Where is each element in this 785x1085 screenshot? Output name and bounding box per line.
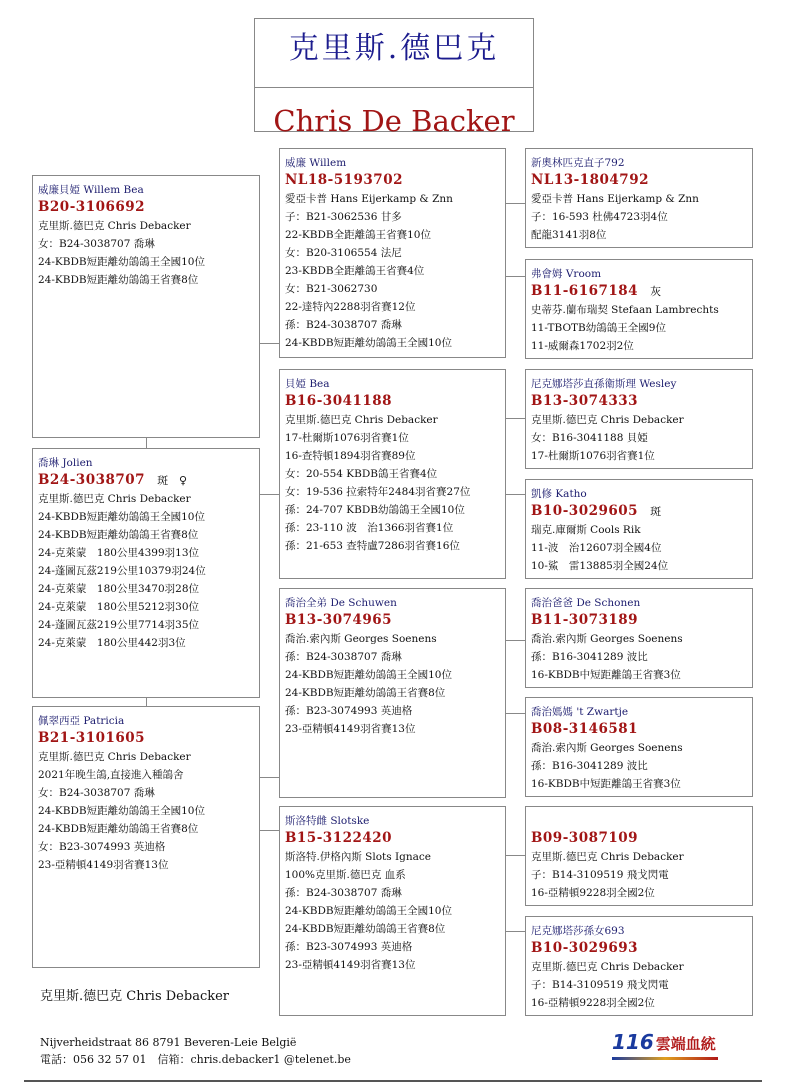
bird-detail: 24-KBDB短距離幼鴿鴿王全國10位 <box>38 805 205 817</box>
pedigree-card-grandparent[interactable] <box>279 588 506 798</box>
bird-detail: 子：16-593 杜佛4723羽4位 <box>531 211 668 223</box>
bird-detail: 克里斯.德巴克 Chris Debacker <box>531 961 684 973</box>
ring-number: B10-3029693 <box>531 940 639 956</box>
bird-detail: 瑞克.庫爾斯 Cools Rik <box>531 524 641 536</box>
bird-detail: 24-KBDB短距離幼鴿鴿王全國10位 <box>285 337 452 349</box>
bird-detail: 女：B24-3038707 喬琳 <box>38 787 155 799</box>
bird-name: 新奧林匹克直子792 <box>531 157 625 169</box>
bird-detail: 24-KBDB短距離幼鴿鴿王省賽8位 <box>38 823 199 835</box>
pedigree-card-subject[interactable] <box>32 448 260 698</box>
bird-detail: 孫：B24-3038707 喬琳 <box>285 319 402 331</box>
bird-detail: 24-蓬圖瓦茲219公里10379羽24位 <box>38 565 206 577</box>
bird-detail: 女：B20-3106554 法尼 <box>285 247 402 259</box>
pedigree-card-parent[interactable] <box>32 706 260 968</box>
bird-detail: 17-杜爾斯1076羽省賽1位 <box>531 450 655 462</box>
bird-detail: 女：B16-3041188 貝婭 <box>531 432 648 444</box>
pedigree-card-grandparent[interactable] <box>279 806 506 1016</box>
connector <box>505 276 525 277</box>
bird-detail: 24-克萊蒙 180公里442羽3位 <box>38 637 186 649</box>
bird-name: 凱修 Katho <box>531 488 587 500</box>
bird-detail: 16-查特頓1894羽省賽89位 <box>285 450 416 462</box>
connector <box>505 494 525 495</box>
ring-number: B13-3074965 <box>285 612 393 628</box>
bird-detail: 子：B21-3062536 甘多 <box>285 211 402 223</box>
bird-detail: 孫：21-653 查特盧7286羽省賽16位 <box>285 540 460 552</box>
bird-name: 威廉 Willem <box>285 157 347 169</box>
connector <box>259 777 279 778</box>
bird-detail: 孫：B23-3074993 英迪格 <box>285 941 413 953</box>
color-label: 斑 <box>650 505 662 518</box>
bird-detail: 克里斯.德巴克 Chris Debacker <box>38 493 191 505</box>
connector <box>259 494 279 495</box>
bird-detail: 24-KBDB短距離幼鴿鴿王省賽8位 <box>38 274 199 286</box>
bird-detail: 24-KBDB短距離幼鴿鴿王全國10位 <box>285 905 452 917</box>
ring-number: B13-3074333 <box>531 393 639 409</box>
bird-detail: 16-亞精頓9228羽全國2位 <box>531 887 655 899</box>
bird-detail: 16-亞精頓9228羽全國2位 <box>531 997 655 1009</box>
logo-underline <box>612 1057 718 1060</box>
bird-name: 威廉貝婭 Willem Bea <box>38 184 144 196</box>
bird-detail: 愛亞卡普 Hans Eijerkamp & Znn <box>285 193 453 205</box>
ring-number: B09-3087109 <box>531 830 639 846</box>
ring-number: B21-3101605 <box>38 730 146 746</box>
bird-name: 喬琳 Jolien <box>38 457 93 469</box>
bird-detail: 克里斯.德巴克 Chris Debacker <box>38 751 191 763</box>
connector <box>505 203 525 204</box>
bird-detail: 24-KBDB短距離幼鴿鴿王全國10位 <box>38 256 205 268</box>
connector <box>505 855 525 856</box>
bird-detail: 24-KBDB短距離幼鴿鴿王省賽8位 <box>285 923 446 935</box>
ring-number: NL18-5193702 <box>285 172 403 188</box>
pedigree-card-great-grandparent[interactable] <box>525 259 753 359</box>
bird-detail: 配龍3141羽8位 <box>531 229 607 241</box>
title-box <box>254 18 534 138</box>
bird-detail: 22-KBDB全距離鴿王省賽10位 <box>285 229 431 241</box>
bird-detail: 喬治.索內斯 Georges Soenens <box>285 633 437 645</box>
ring-number: B11-6167184 灰 <box>531 283 662 299</box>
connector <box>505 931 525 932</box>
bird-detail: 女：19-536 拉索特年2484羽省賽27位 <box>285 486 471 498</box>
pedigree-card-parent[interactable] <box>32 175 260 438</box>
logo-text: 雲端血統 <box>655 1035 716 1053</box>
pedigree-logo <box>612 1030 716 1054</box>
bird-name: 喬治媽媽 't Zwartje <box>531 706 629 718</box>
bird-detail: 孫：24-707 KBDB幼鴿鴿王全國10位 <box>285 504 465 516</box>
color-sex: 斑 ♀ <box>157 474 188 487</box>
ring-number: B20-3106692 <box>38 199 146 215</box>
bird-detail: 24-克萊蒙 180公里3470羽28位 <box>38 583 200 595</box>
ring-number: B11-3073189 <box>531 612 639 628</box>
bird-detail: 100%克里斯.德巴克 血系 <box>285 869 406 881</box>
bird-detail: 女：20-554 KBDB鴿王省賽4位 <box>285 468 438 480</box>
color-label: 灰 <box>650 285 662 298</box>
ring-number: NL13-1804792 <box>531 172 649 188</box>
bird-detail: 史蒂芬.蘭布瑞契 Stefaan Lambrechts <box>531 304 719 316</box>
bird-name: 弗會姆 Vroom <box>531 268 602 280</box>
breeder-address: Nijverheidstraat 86 8791 Beveren-Leie België <box>40 1036 297 1049</box>
logo-number: 116 <box>612 1030 654 1054</box>
bird-detail: 24-蓬圖瓦茲219公里7714羽35位 <box>38 619 200 631</box>
bird-detail: 孫：B16-3041289 波比 <box>531 760 648 772</box>
bird-detail: 24-KBDB短距離幼鴿鴿王全國10位 <box>285 669 452 681</box>
title-divider <box>255 87 533 88</box>
bird-detail: 女：B23-3074993 英迪格 <box>38 841 166 853</box>
bird-detail: 喬治.索內斯 Georges Soenens <box>531 633 683 645</box>
bird-name: 喬治爸爸 De Schonen <box>531 597 641 609</box>
bird-detail: 11-波 治12607羽全國4位 <box>531 542 662 554</box>
pedigree-card-great-grandparent[interactable] <box>525 806 753 906</box>
bird-detail: 斯洛特.伊格內斯 Slots Ignace <box>285 851 431 863</box>
bird-detail: 23-亞精頓4149羽省賽13位 <box>38 859 169 871</box>
bird-detail: 10-鯊 雷13885羽全國24位 <box>531 560 669 572</box>
bird-detail: 23-KBDB全距離鴿王省賽4位 <box>285 265 425 277</box>
bird-detail: 克里斯.德巴克 Chris Debacker <box>531 414 684 426</box>
ring-number: B10-3029605 斑 <box>531 503 662 519</box>
bird-detail: 孫：B24-3038707 喬琳 <box>285 651 402 663</box>
bird-name: 佩翠西亞 Patricia <box>38 715 125 727</box>
bird-detail: 克里斯.德巴克 Chris Debacker <box>285 414 438 426</box>
bird-detail: 愛亞卡普 Hans Eijerkamp & Znn <box>531 193 699 205</box>
bird-name: 斯洛特雌 Slotske <box>285 815 370 827</box>
bird-detail: 23-亞精頓4149羽省賽13位 <box>285 723 416 735</box>
bird-detail: 孫：B16-3041289 波比 <box>531 651 648 663</box>
breeder-contact[interactable]: 電話：056 32 57 01 信箱：chris.debacker1 @telenet.be <box>40 1053 351 1066</box>
bird-name: 喬治全弟 De Schuwen <box>285 597 397 609</box>
bird-detail: 22-達特內2288羽省賽12位 <box>285 301 416 313</box>
bird-detail: 24-克萊蒙 180公里5212羽30位 <box>38 601 200 613</box>
bird-detail: 24-KBDB短距離幼鴿鴿王全國10位 <box>38 511 205 523</box>
bird-detail: 16-KBDB中短距離鴿王省賽3位 <box>531 778 681 790</box>
bird-detail: 11-TBOTB幼鴿鴿王全國9位 <box>531 322 666 334</box>
bird-detail: 24-克萊蒙 180公里4399羽13位 <box>38 547 200 559</box>
pedigree-card-great-grandparent[interactable] <box>525 916 753 1016</box>
pedigree-card-great-grandparent[interactable] <box>525 588 753 688</box>
bird-detail: 孫：23-110 波 治1366羽省賽1位 <box>285 522 454 534</box>
ring-number: B24-3038707 斑 ♀ <box>38 472 188 488</box>
pedigree-card-great-grandparent[interactable] <box>525 479 753 579</box>
ring-number: B15-3122420 <box>285 830 393 846</box>
bird-detail: 孫：B24-3038707 喬琳 <box>285 887 402 899</box>
pedigree-card-great-grandparent[interactable] <box>525 697 753 797</box>
bird-detail: 喬治.索內斯 Georges Soenens <box>531 742 683 754</box>
bottom-divider <box>24 1080 762 1082</box>
bird-detail: 23-亞精頓4149羽省賽13位 <box>285 959 416 971</box>
bird-detail: 女：B21-3062730 <box>285 283 378 295</box>
connector <box>259 343 279 344</box>
bird-name: 貝婭 Bea <box>285 378 330 390</box>
connector <box>505 418 525 419</box>
connector <box>505 640 525 641</box>
bird-detail: 17-杜爾斯1076羽省賽1位 <box>285 432 409 444</box>
bird-detail: 子：B14-3109519 飛戈閃電 <box>531 869 669 881</box>
bird-detail: 孫：B23-3074993 英迪格 <box>285 705 413 717</box>
title-chinese: 克里斯.德巴克 <box>288 31 500 66</box>
pedigree-card-grandparent[interactable] <box>279 369 506 579</box>
bird-detail: 女：B24-3038707 喬琳 <box>38 238 155 250</box>
bird-detail: 24-KBDB短距離幼鴿鴿王省賽8位 <box>38 529 199 541</box>
ring-number: B08-3146581 <box>531 721 639 737</box>
bird-detail: 克里斯.德巴克 Chris Debacker <box>38 220 191 232</box>
connector <box>505 713 525 714</box>
bird-detail: 16-KBDB中短距離鴿王省賽3位 <box>531 669 681 681</box>
pedigree-card-great-grandparent[interactable] <box>525 148 753 248</box>
bird-detail: 24-KBDB短距離幼鴿鴿王省賽8位 <box>285 687 446 699</box>
bird-name: 尼克娜塔莎孫女693 <box>531 925 625 937</box>
pedigree-card-grandparent[interactable] <box>279 148 506 358</box>
bird-name: 尼克娜塔莎直孫衛斯理 Wesley <box>531 378 677 390</box>
bird-detail: 11-威爾森1702羽2位 <box>531 340 634 352</box>
bird-detail: 克里斯.德巴克 Chris Debacker <box>531 851 684 863</box>
bird-detail: 2021年晚生鴿,直接進入種鴿舍 <box>38 769 184 781</box>
bird-detail: 子：B14-3109519 飛戈閃電 <box>531 979 669 991</box>
connector <box>259 830 279 831</box>
ring-number: B16-3041188 <box>285 393 393 409</box>
pedigree-card-great-grandparent[interactable] <box>525 369 753 469</box>
title-english: Chris De Backer <box>273 104 515 138</box>
breeder-name: 克里斯.德巴克 Chris Debacker <box>40 989 230 1004</box>
